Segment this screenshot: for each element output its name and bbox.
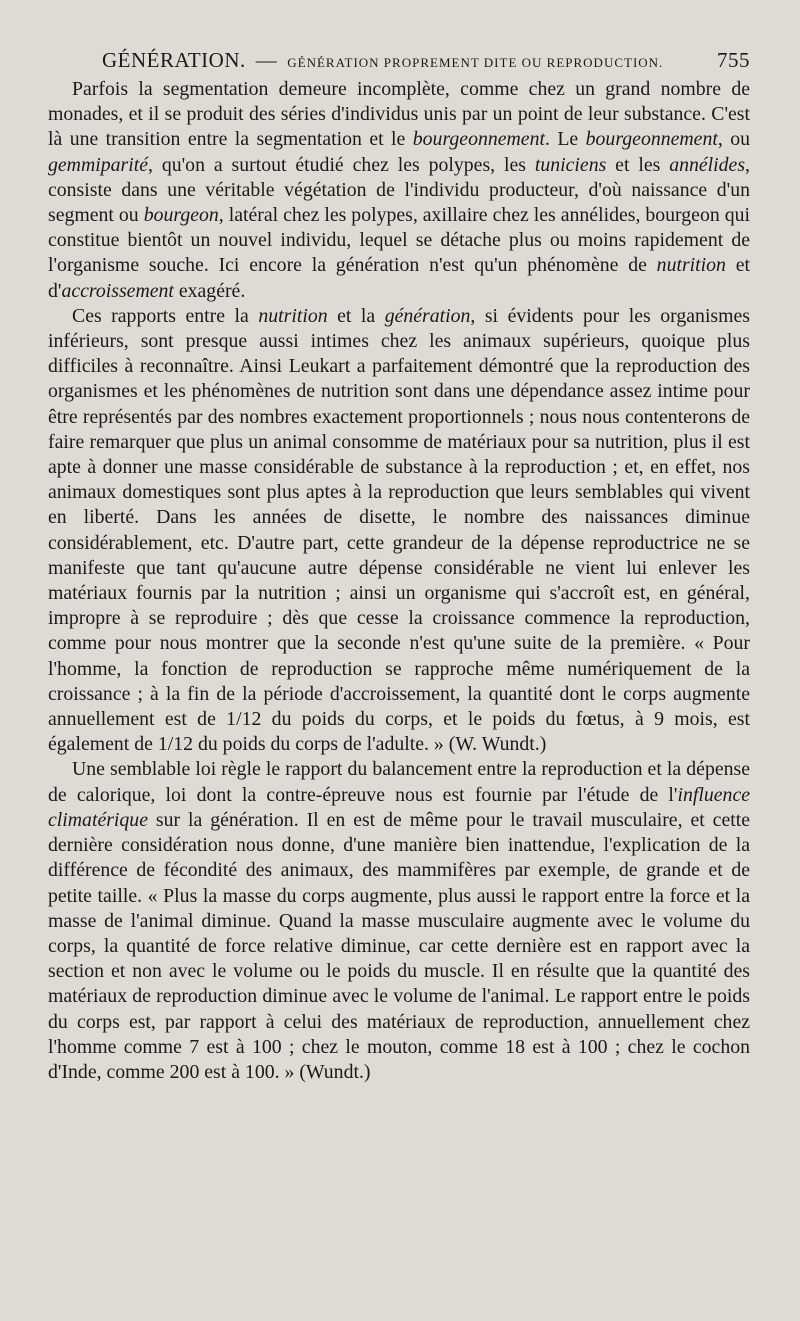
italic-text: génération	[384, 304, 471, 327]
text-run: , consiste dans une véritable végétation de l'individu producteur, d'où naissance d'un segment ou	[48, 153, 750, 227]
text-run: . Le	[544, 128, 586, 151]
text-run: Ces rapports entre la	[72, 304, 259, 327]
italic-text: bourgeonnement	[412, 128, 545, 151]
text-run: exagéré.	[173, 279, 246, 302]
italic-text: bourgeonnement	[585, 128, 718, 151]
running-head-title: GÉNÉRATION.	[102, 48, 246, 72]
text-run: , ou	[717, 128, 751, 151]
body-text	[48, 77, 750, 1085]
paragraph	[48, 77, 750, 304]
italic-text: nutrition	[258, 304, 328, 327]
page-number: 755	[717, 48, 750, 72]
italic-text: nutrition	[656, 254, 726, 277]
text-run: et les	[606, 153, 670, 176]
running-head-dash: —	[255, 48, 278, 72]
italic-text: influence climatérique	[48, 783, 750, 831]
italic-text: tuniciens	[534, 153, 607, 176]
paragraph	[48, 304, 750, 758]
italic-text: annélides	[669, 153, 746, 176]
paragraph	[48, 757, 750, 1085]
italic-text: accroissement	[61, 279, 174, 302]
text-run: Une semblable loi règle le rapport du balancement entre la reproduction et la dépense de calorique, loi dont la contre-épreuve nous est fournie par l'étude de l'	[48, 758, 750, 806]
text-run: , latéral chez les polypes, axillaire chez les annélides, bourgeon qui constitue bientôt un nouvel individu, lequel se détache plus ou moins rapidement de l'organisme souche. Ici encore la génération n'est qu'un phénomène de	[48, 204, 751, 277]
italic-text: bourgeon	[143, 204, 219, 227]
text-run: sur la génération. Il en est de même pour le travail musculaire, et cette dernière considération nous donne, d'une manière bien inattendue, l'explication de la différence de fécondité des animaux, des mammifères par exemple, de grande et de petite taille. « Plus la masse du corps augmente, plus aussi le rapport entre la force et la masse de l'animal diminue. Quand la masse musculaire augmente avec le volume du corps, la quantité de force relative diminue, car cette dernière est en rapport avec la section et non avec le volume ou le poids du muscle. Il en résulte que la quantité des matériaux de reproduction diminue avec le volume de l'animal. Le rapport entre le poids du corps est, par rapport à celui des matériaux de reproduction, annuellement chez l'homme comme 7 est à 100 ; chez le mouton, comme 18 est à 100 ; chez le cochon d'Inde, comme 200 est à 100. » (Wundt.)	[48, 808, 750, 1083]
text-run: Parfois la segmentation demeure incomplète, comme chez un grand nombre de monades, et il se produit des séries d'individus unis par un point de leur substance. C'est là une transition entre la segmentation et le	[48, 78, 750, 151]
running-head-subtitle: GÉNÉRATION PROPREMENT DITE OU REPRODUCTION.	[287, 55, 664, 70]
running-header	[48, 48, 750, 73]
text-run: , si évidents pour les organismes inférieurs, sont presque aussi intimes chez les animaux supérieurs, quoique plus difficiles à reconnaître. Ainsi Leukart a parfaitement démontré que la reproduction des organismes et les phénomènes de nutrition sont dans une dépendance assez intime pour être représentés par des nombres exactement proportionnels ; nous nous contenterons de faire remarquer que plus un animal consomme de matériaux pour sa nutrition, plus il est apte à donner une masse considérable de substance à la reproduction ; et, en effet, nos animaux domestiques sont plus aptes à la reproduction que leurs semblables qui vivent en liberté. Dans les années de disette, le nombre des naissances diminue considérablement, etc. D'autre part, cette grandeur de la dépense reproductrice ne se manifeste que tant qu'aucune autre dépense considérable ne vient lui enlever les matériaux fournis par la nutrition ; ainsi un organisme qui s'accroît est, en général, impropre à se reproduire ; dès que cesse la croissance commence la reproduction, comme pour nous montrer que la seconde n'est qu'une suite de la première. « Pour l'homme, la fonction de reproduction se rapproche même numériquement de la croissance ; à la fin de la période d'accroissement, la quantité dont le corps augmente annuellement est de 1/12 du poids du corps, et le poids du fœtus, à 9 mois, est également de 1/12 du poids du corps de l'adulte. » (W. Wundt.)	[48, 304, 750, 756]
italic-text: gemmiparité	[48, 153, 148, 176]
text-run: et d'	[48, 254, 750, 302]
text-run: , qu'on a surtout étudié chez les polypes, les	[148, 153, 535, 176]
text-run: et la	[327, 304, 385, 327]
